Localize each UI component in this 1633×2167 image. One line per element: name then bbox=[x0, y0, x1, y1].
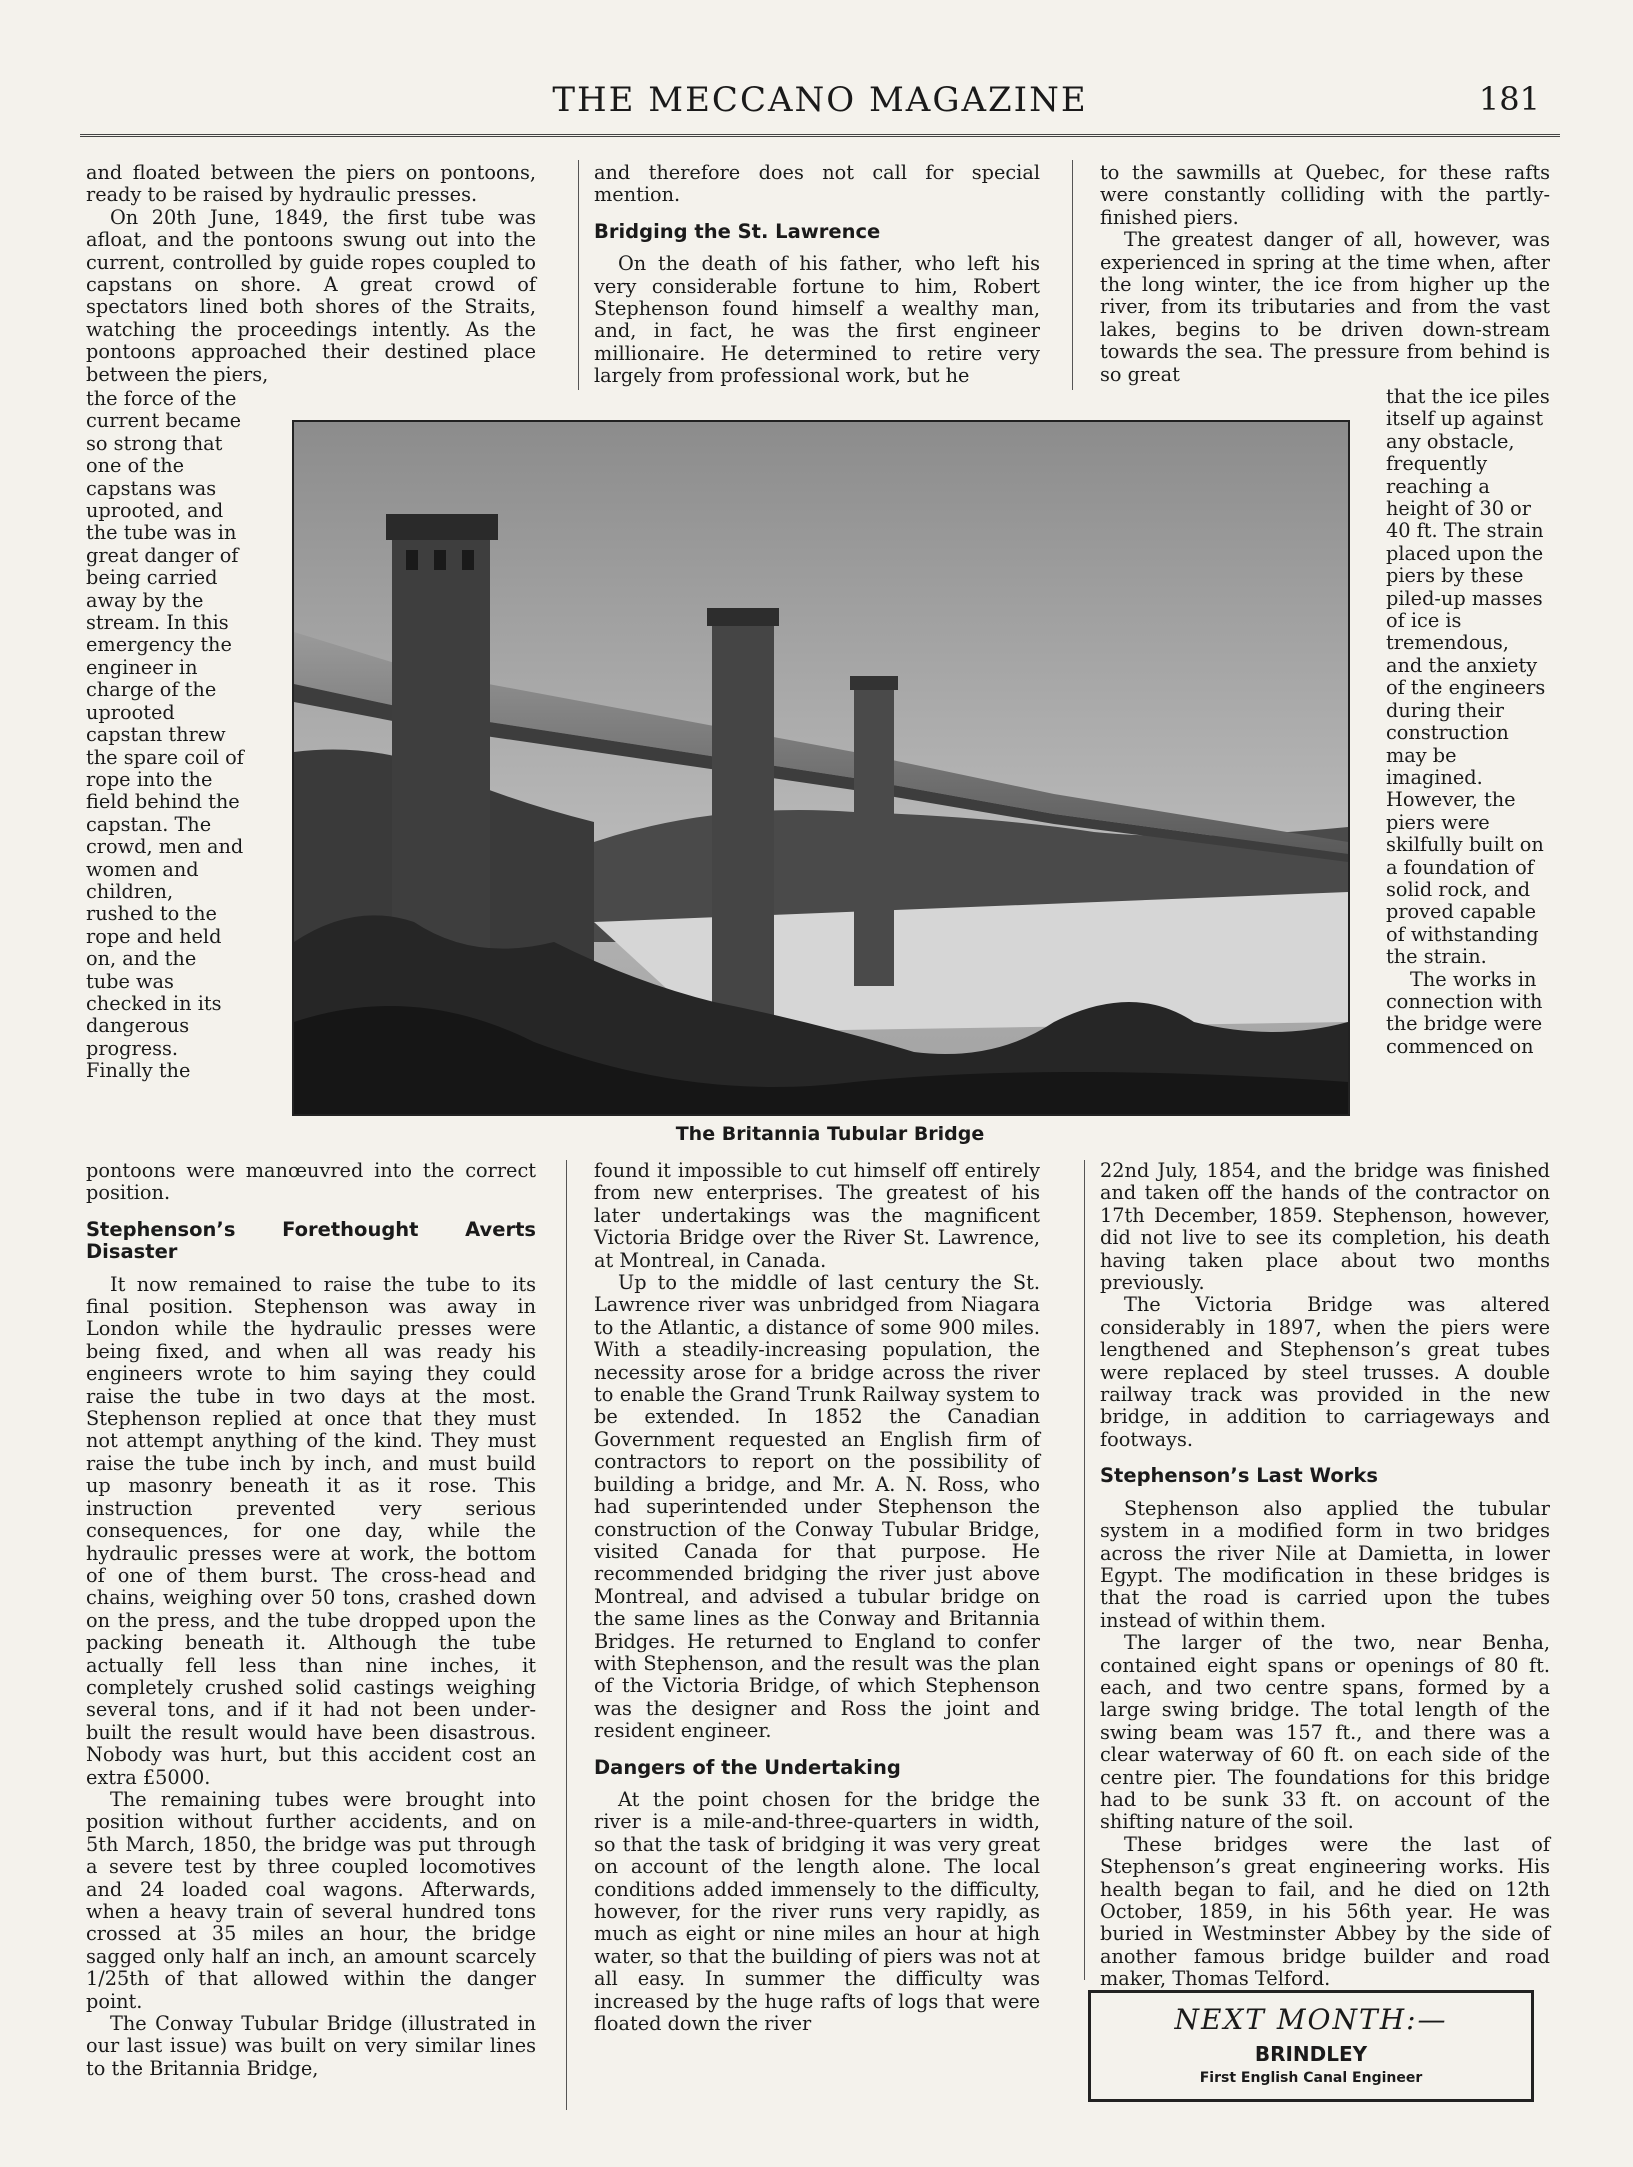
paragraph: The Conway Tubular Bridge (illustrated in our last issue) was built on very similar lines to the Britannia Bridge, bbox=[86, 2012, 536, 2080]
next-month-box bbox=[1088, 1990, 1534, 2102]
paragraph: to the sawmills at Quebec, for these rafts were constantly colliding with the partly-finished piers. bbox=[1100, 161, 1550, 229]
paragraph: 22nd July, 1854, and the bridge was finished and taken off the hands of the contractor on 17th December, 1859. Stephenson, however, did not live to see its completion, his death having taken place about two months previously. bbox=[1100, 1159, 1550, 1295]
bridge-photo bbox=[292, 420, 1350, 1116]
col3-body bbox=[1100, 1160, 1550, 1991]
paragraph: On 20th June, 1849, the first tube was afloat, and the pontoons swung out into the current, controlled by guide ropes coupled to capstans on shore. A great crowd of spectators lined both shores of the Straits, watching the proceedings intently. As the pontoons approached their destined place between the piers, bbox=[86, 205, 536, 386]
paragraph: and therefore does not call for special mention. bbox=[594, 161, 1040, 207]
column-divider-2-lower bbox=[1084, 1160, 1085, 1980]
paragraph: The Victoria Bridge was altered considerably in 1897, when the piers were lengthened and Stephenson’s great tubes were replaced by steel trusses. A double railway track was provided in the new bridge, in addition to carriageways and footways. bbox=[1100, 1293, 1550, 1451]
col1-body bbox=[86, 1160, 536, 2080]
magazine-title: THE MECCANO MAGAZINE bbox=[552, 80, 1088, 120]
paragraph: that the ice piles itself up against any obstacle, frequently reaching a height of 30 or 40 ft. The strain placed upon the piers by these piled-up masses of ice is tremendous, and the anxiety of the engineers during their construction may be imagined. However, the piers were skilfully built on a foundation of solid rock, and proved capable of withstanding the strain. bbox=[1386, 386, 1550, 969]
paragraph: It now remained to raise the tube to its final position. Stephenson was away in London while the hydraulic presses were being fixed, and when all was ready his engineers wrote to him saying they could raise the tube in two days at the most. Stephenson replied at once that they must not attempt anything of the kind. They must raise the tube inch by inch, and must build up masonry beneath it as it rose. This instruction prevented very serious consequences, for one day, while the hydraulic presses were at work, the bottom of one of them burst. The cross-head and chains, weighing over 50 tons, crashed down on the press, and the tube dropped upon the packing beneath it. Although the tube actually fell less than nine inches, it completely crushed solid castings weighing several tons, and if it had not been under-built the result would have been disastrous. Nobody was hurt, but this accident cost an extra £5000. bbox=[86, 1272, 536, 1789]
paragraph: The larger of the two, near Benha, contained eight spans or openings of 80 ft. each, and two centre spans, formed by a large swing bridge. The total length of the swing beam was 157 ft., and there was a clear waterway of 60 ft. on each side of the centre pier. The foundations for this bridge had to be sunk 33 ft. on account of the shifting nature of the soil. bbox=[1100, 1631, 1550, 1834]
paragraph: the force of the current became so strong that one of the capstans was uprooted, and the tube was in great danger of being carried away by the stream. In this emergency the engineer in charge of the uprooted capstan threw the spare coil of rope into the field behind the capstan. The crowd, men and women and children, rushed to the rope and held on, and the tube was checked in its dangerous progress. Finally the bbox=[86, 388, 244, 1083]
page-header bbox=[80, 80, 1560, 130]
col3-wrap-text bbox=[1386, 386, 1550, 1156]
paragraph: The greatest danger of all, however, was experienced in spring at the time when, after the long winter, the ice from higher up the river, from its tributaries and from the vast lakes, begins to be driven down-stream towards the sea. The pressure from behind is so great bbox=[1100, 228, 1550, 386]
paragraph: The works in connection with the bridge were commenced on bbox=[1386, 967, 1543, 1058]
paragraph: At the point chosen for the bridge the river is a mile-and-three-quarters in width, so that the task of bridging it was very great on account of the length alone. The local conditions added immensely to the difficulty, however, for the river runs very rapidly, as much as eight or nine miles an hour at high water, so that the building of piers was not at all easy. In summer the difficulty was increased by the huge rafts of logs that were floated down the river bbox=[594, 1787, 1040, 2036]
section-heading: Stephenson’s Last Works bbox=[1100, 1464, 1378, 1488]
bridge-photo-illustration bbox=[294, 422, 1348, 1114]
next-month-subtitle: First English Canal Engineer bbox=[1199, 2070, 1423, 2086]
next-month-label: NEXT MONTH:— bbox=[1174, 2003, 1448, 2036]
paragraph: Up to the middle of last century the St. Lawrence river was unbridged from Niagara to the Atlantic, a distance of some 900 miles. With a steadily-increasing population, the necessity arose for a bridge across the river to enable the Grand Trunk Railway system to be extended. In 1852 the Canadian Government requested an English firm of contractors to report on the possibility of building a bridge, and Mr. A. N. Ross, who had superintended under Stephenson the construction of the Conway Tubular Bridge, visited Canada for that purpose. He recommended bridging the river just above Montreal, and advised a tubular bridge on the same lines as the Conway and Britannia Bridges. He returned to England to confer with Stephenson, and the result was the plan of the Victoria Bridge, of which Stephenson was the designer and Ross the joint and resident engineer. bbox=[594, 1271, 1040, 1743]
paragraph: pontoons were manœuvred into the correct position. bbox=[86, 1159, 536, 1205]
paragraph: These bridges were the last of Stephenson’s great engineering works. His health began to fail, and he died on 12th October, 1859, in his 56th year. He was buried in Westminster Abbey by the side of another famous bridge builder and road maker, Thomas Telford. bbox=[1100, 1832, 1550, 1991]
col1-wrap-text bbox=[86, 388, 246, 1148]
photo-caption: The Britannia Tubular Bridge bbox=[675, 1123, 985, 1145]
column-divider-1 bbox=[578, 160, 579, 390]
paragraph: On the death of his father, who left his very considerable fortune to him, Robert Stephenson found himself a wealthy man, and, in fact, he was the first engineer millionaire. He determined to retire very largely from professional work, but he bbox=[594, 252, 1040, 388]
header-rule bbox=[80, 134, 1560, 137]
col3-top-text bbox=[1100, 162, 1550, 386]
paragraph: The remaining tubes were brought into position without further accidents, and on 5th March, 1850, the bridge was put through a severe test by three coupled locomotives and 24 loaded coal wagons. Afterwards, when a heavy train of several hundred tons crossed at 35 miles an hour, the bridge sagged only half an inch, an amount scarcely 1/25th of that allowed within the danger point. bbox=[86, 1787, 536, 2013]
col2-top-text bbox=[594, 162, 1040, 388]
page-number: 181 bbox=[1478, 80, 1540, 118]
paragraph: and floated between the piers on pontoons, ready to be raised by hydraulic presses. bbox=[86, 161, 536, 207]
section-heading: Dangers of the Undertaking bbox=[594, 1755, 901, 1779]
section-heading: Stephenson’s Forethought Averts Disaster bbox=[86, 1217, 536, 1264]
col2-body bbox=[594, 1160, 1040, 2035]
paragraph: found it impossible to cut himself off entirely from new enterprises. The greatest of his later undertakings was the magnificent Victoria Bridge over the River St. Lawrence, at Montreal, in Canada. bbox=[594, 1159, 1040, 1272]
column-divider-2 bbox=[1072, 160, 1073, 390]
column-divider-1-lower bbox=[566, 1160, 567, 2110]
next-month-title: BRINDLEY bbox=[1254, 2042, 1368, 2066]
paragraph: Stephenson also applied the tubular system in a modified form in two bridges across the river Nile at Damietta, in lower Egypt. The modification in these bridges is that the road is carried upon the tubes instead of within them. bbox=[1100, 1496, 1550, 1632]
col1-top-text bbox=[86, 162, 536, 386]
section-heading: Bridging the St. Lawrence bbox=[594, 219, 881, 243]
